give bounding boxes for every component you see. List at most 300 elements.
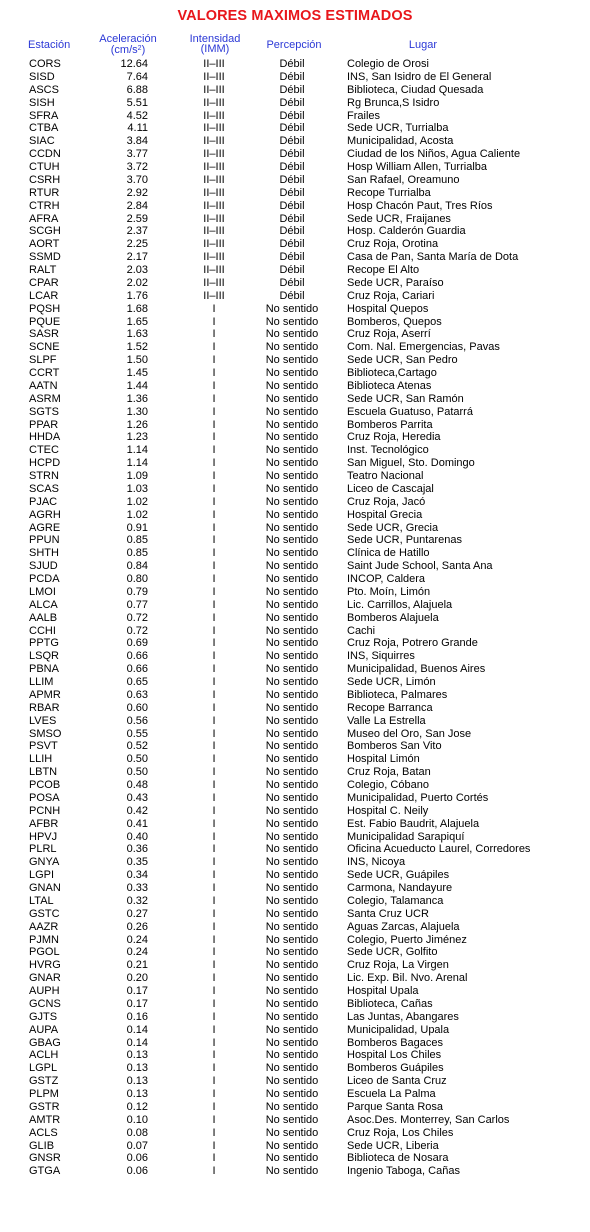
table-row (0, 1075, 590, 1088)
table-row (0, 702, 590, 715)
perception-value: Débil (279, 199, 305, 212)
intensity-value: I (212, 302, 216, 315)
station-code: PPAR (29, 418, 59, 431)
table-row (0, 1140, 590, 1153)
place-name: Municipalidad, Puerto Cortés (347, 791, 489, 804)
acceleration-value: 0.43 (126, 791, 148, 804)
table-row (0, 290, 590, 303)
intensity-value: I (212, 457, 216, 470)
station-code: AUPH (29, 985, 60, 997)
intensity-value: I (212, 1100, 216, 1113)
perception-value: No sentido (265, 315, 319, 328)
station-code: CTEC (29, 444, 59, 457)
intensity-value: I (212, 972, 216, 985)
acceleration-value: 0.66 (126, 650, 148, 663)
intensity-value: II–III (203, 212, 225, 225)
intensity-value: I (212, 856, 216, 869)
table-row (0, 328, 590, 341)
acceleration-value: 0.41 (126, 817, 148, 830)
acceleration-value: 0.55 (126, 727, 148, 740)
intensity-value: I (212, 598, 216, 611)
intensity-value: I (212, 328, 216, 341)
place-name: Com. Nal. Emergencias, Pavas (347, 341, 500, 354)
acceleration-value: 2.59 (126, 212, 148, 225)
perception-value: No sentido (265, 444, 319, 457)
place-name: Bomberos Bagaces (347, 1036, 443, 1049)
station-code: RALT (29, 264, 57, 276)
station-code: LLIH (29, 753, 53, 766)
perception-value: Débil (279, 109, 305, 122)
station-code: POSA (29, 791, 60, 804)
place-name: Municipalidad, Acosta (347, 135, 454, 148)
acceleration-value: 2.02 (126, 276, 148, 289)
acceleration-value: 0.34 (126, 869, 148, 882)
acceleration-value: 1.68 (126, 302, 148, 315)
table-row (0, 161, 590, 174)
intensity-value: I (212, 379, 216, 392)
station-code: HVRG (29, 959, 61, 972)
place-name: Ciudad de los Niños, Agua Caliente (347, 148, 521, 161)
acceleration-value: 2.25 (126, 238, 148, 251)
perception-value: Débil (279, 58, 305, 70)
station-code: SHTH (29, 547, 59, 560)
place-name: Sede UCR, Guápiles (347, 869, 450, 882)
intensity-value: I (212, 1152, 216, 1165)
acceleration-value: 0.79 (126, 585, 148, 598)
intensity-value: I (212, 534, 216, 547)
table-row (0, 753, 590, 766)
station-code: GTGA (29, 1165, 61, 1178)
place-name: Sede UCR, Paraíso (347, 276, 444, 289)
column-header-aceleracion-label: Aceleración (99, 33, 157, 45)
perception-value: No sentido (265, 1100, 319, 1113)
intensity-value: I (212, 714, 216, 727)
table-row (0, 882, 590, 895)
intensity-value: II–III (203, 148, 225, 161)
perception-value: No sentido (265, 560, 319, 573)
perception-value: No sentido (265, 959, 319, 972)
place-name: Sede UCR, Grecia (347, 521, 439, 534)
table-row (0, 316, 590, 329)
intensity-value: II–III (203, 122, 225, 135)
acceleration-value: 1.09 (126, 470, 148, 482)
acceleration-value: 2.17 (126, 251, 148, 264)
place-name: Las Juntas, Abangares (347, 1010, 459, 1023)
table-row (0, 509, 590, 522)
table-row (0, 444, 590, 457)
perception-value: No sentido (265, 1023, 319, 1036)
acceleration-value: 1.23 (126, 431, 148, 444)
intensity-value: I (212, 688, 216, 701)
place-name: Parque Santa Rosa (347, 1100, 444, 1113)
place-name: Recope Barranca (347, 701, 433, 714)
intensity-value: I (212, 560, 216, 573)
table-row (0, 792, 590, 805)
table-row (0, 1011, 590, 1024)
perception-value: No sentido (265, 933, 319, 946)
acceleration-value: 0.16 (126, 1010, 148, 1023)
table-row (0, 676, 590, 689)
table-row (0, 1062, 590, 1075)
intensity-value: II–III (203, 83, 225, 96)
perception-value: No sentido (265, 830, 319, 843)
station-code: AMTR (29, 1113, 61, 1126)
intensity-value: II–III (203, 276, 225, 289)
place-name: Museo del Oro, San Jose (347, 727, 472, 740)
table-row (0, 560, 590, 573)
perception-value: No sentido (265, 856, 319, 869)
perception-value: No sentido (265, 354, 319, 367)
column-header-percepcion-label: Percepción (266, 39, 322, 51)
intensity-value: I (212, 521, 216, 534)
acceleration-value: 0.35 (126, 856, 148, 869)
acceleration-value: 1.03 (126, 482, 148, 495)
station-code: GNYA (29, 856, 60, 869)
station-code: CCHI (29, 624, 56, 637)
intensity-value: I (212, 676, 216, 688)
place-name: Escuela Guatuso, Patarrá (347, 405, 473, 418)
intensity-value: I (212, 315, 216, 328)
perception-value: No sentido (265, 907, 319, 920)
station-code: CPAR (29, 276, 59, 289)
station-code: CTUH (29, 161, 60, 173)
acceleration-value: 0.08 (126, 1126, 148, 1139)
place-name: Cruz Roja, Batan (347, 766, 431, 779)
station-code: CCRT (29, 367, 60, 379)
place-name: Est. Fabio Baudrit, Alajuela (347, 817, 480, 830)
intensity-value: I (212, 444, 216, 457)
table-row (0, 985, 590, 998)
intensity-value: II–III (203, 109, 225, 122)
table-row (0, 1152, 590, 1165)
perception-value: No sentido (265, 869, 319, 882)
intensity-value: I (212, 663, 216, 676)
intensity-value: I (212, 740, 216, 753)
perception-value: No sentido (265, 985, 319, 997)
intensity-value: I (212, 907, 216, 920)
intensity-value: I (212, 405, 216, 418)
page-title: VALORES MAXIMOS ESTIMADOS (177, 8, 413, 24)
table-row (0, 97, 590, 110)
intensity-value: I (212, 869, 216, 882)
station-code: CCDN (29, 148, 61, 161)
place-name: INS, Nicoya (347, 856, 406, 869)
place-name: Sede UCR, Limón (347, 676, 436, 688)
table-row (0, 856, 590, 869)
station-code: AATN (29, 379, 58, 392)
table-row (0, 715, 590, 728)
acceleration-value: 1.45 (126, 367, 148, 379)
table-row (0, 534, 590, 547)
place-name: Teatro Nacional (347, 470, 424, 482)
place-name: Hosp Chacón Paut, Tres Ríos (347, 199, 493, 212)
intensity-value: I (212, 766, 216, 779)
table-row (0, 380, 590, 393)
table-row (0, 135, 590, 148)
place-name: Clínica de Hatillo (347, 547, 430, 560)
table-row (0, 818, 590, 831)
perception-value: No sentido (265, 650, 319, 663)
intensity-value: I (212, 727, 216, 740)
intensity-value: I (212, 779, 216, 791)
acceleration-value: 0.85 (126, 534, 148, 547)
perception-value: Débil (279, 96, 305, 109)
acceleration-value: 0.84 (126, 560, 148, 573)
acceleration-value: 1.30 (126, 405, 148, 418)
station-code: CORS (29, 58, 61, 70)
perception-value: Débil (279, 122, 305, 135)
intensity-value: II–III (203, 96, 225, 109)
perception-value: No sentido (265, 611, 319, 624)
acceleration-value: 0.21 (126, 959, 148, 972)
intensity-value: II–III (203, 238, 225, 251)
intensity-value: I (212, 985, 216, 997)
acceleration-value: 7.64 (126, 70, 148, 83)
acceleration-value: 2.03 (126, 264, 148, 276)
station-code: CTRH (29, 199, 60, 212)
station-code: PQUE (29, 315, 61, 328)
place-name: Colegio de Orosi (347, 58, 429, 70)
place-name: Aguas Zarcas, Alajuela (347, 920, 460, 933)
station-code: SCGH (29, 225, 61, 238)
station-code: LBTN (29, 766, 58, 779)
station-code: PJMN (29, 933, 59, 946)
column-header-lugar (340, 40, 506, 50)
station-code: PCNH (29, 804, 61, 817)
table-row (0, 419, 590, 432)
perception-value: Débil (279, 173, 305, 186)
intensity-value: I (212, 367, 216, 379)
station-code: SCAS (29, 482, 59, 495)
station-code: LMOI (29, 585, 56, 598)
place-name: INS, San Isidro de El General (347, 70, 492, 83)
place-name: Hospital C. Neily (347, 804, 429, 817)
perception-value: No sentido (265, 521, 319, 534)
acceleration-value: 0.65 (126, 676, 148, 688)
station-code: ASRM (29, 392, 61, 405)
acceleration-value: 0.63 (126, 688, 148, 701)
acceleration-value: 0.50 (126, 753, 148, 766)
perception-value: No sentido (265, 367, 319, 379)
table-row (0, 84, 590, 97)
intensity-value: I (212, 354, 216, 367)
place-name: Bomberos Alajuela (347, 611, 439, 624)
table-row (0, 650, 590, 663)
acceleration-value: 2.92 (126, 186, 148, 199)
acceleration-value: 4.11 (127, 122, 148, 135)
place-name: Rg Brunca,S Isidro (347, 96, 440, 109)
place-name: Colegio, Puerto Jiménez (347, 933, 467, 946)
intensity-value: I (212, 611, 216, 624)
place-name: Cruz Roja, Los Chiles (347, 1126, 454, 1139)
station-code: GLIB (29, 1139, 55, 1152)
perception-value: No sentido (265, 688, 319, 701)
acceleration-value: 0.13 (126, 1075, 148, 1088)
intensity-value: I (212, 1113, 216, 1126)
perception-value: No sentido (265, 766, 319, 779)
station-code: LGPL (29, 1062, 58, 1075)
intensity-value: II–III (203, 70, 225, 83)
perception-value: No sentido (265, 727, 319, 740)
perception-value: No sentido (265, 817, 319, 830)
intensity-value: I (212, 637, 216, 650)
table-row (0, 895, 590, 908)
station-code: GNAN (29, 882, 61, 894)
station-code: AFBR (29, 817, 59, 830)
station-code: GSTZ (29, 1075, 59, 1088)
station-code: PQSH (29, 302, 61, 315)
station-code: SIAC (29, 135, 55, 148)
acceleration-value: 0.13 (126, 1062, 148, 1075)
station-code: PPTG (29, 637, 59, 650)
acceleration-value: 5.51 (126, 96, 148, 109)
station-code: GSTR (29, 1100, 60, 1113)
acceleration-value: 0.06 (126, 1165, 148, 1178)
place-name: Cruz Roja, Cariari (347, 289, 435, 302)
place-name: Inst. Tecnológico (347, 444, 429, 457)
perception-value: No sentido (265, 624, 319, 637)
intensity-value: II–III (203, 58, 225, 70)
station-code: SGTS (29, 405, 59, 418)
acceleration-value: 1.02 (126, 508, 148, 521)
acceleration-value: 1.76 (126, 289, 148, 302)
table-row (0, 483, 590, 496)
station-code: SJUD (29, 560, 58, 573)
acceleration-value: 0.32 (126, 894, 148, 907)
station-code: RTUR (29, 186, 60, 199)
acceleration-value: 2.37 (126, 225, 148, 238)
acceleration-value: 2.84 (126, 199, 148, 212)
table-row (0, 908, 590, 921)
table-row (0, 689, 590, 702)
perception-value: No sentido (265, 585, 319, 598)
perception-value: Débil (279, 186, 305, 199)
acceleration-value: 0.13 (126, 1088, 148, 1100)
intensity-value: I (212, 830, 216, 843)
perception-value: No sentido (265, 508, 319, 521)
table-row (0, 599, 590, 612)
acceleration-value: 0.48 (126, 779, 148, 791)
place-name: Ingenio Taboga, Cañas (347, 1165, 460, 1178)
station-code: SMSO (29, 727, 62, 740)
station-code: ACLS (29, 1126, 58, 1139)
intensity-value: II–III (203, 135, 225, 148)
intensity-value: I (212, 508, 216, 521)
acceleration-value: 0.06 (126, 1152, 148, 1165)
table-row (0, 831, 590, 844)
station-code: STRN (29, 470, 59, 482)
table-row (0, 277, 590, 290)
perception-value: No sentido (265, 637, 319, 650)
acceleration-value: 3.72 (126, 161, 148, 173)
acceleration-value: 0.42 (126, 804, 148, 817)
table-row (0, 71, 590, 84)
column-header-intensidad-unit: (IMM) (200, 43, 230, 55)
perception-value: No sentido (265, 779, 319, 791)
intensity-value: I (212, 946, 216, 959)
perception-value: No sentido (265, 470, 319, 482)
place-name: Colegio, Talamanca (347, 894, 444, 907)
intensity-value: II–III (203, 173, 225, 186)
perception-value: No sentido (265, 1152, 319, 1165)
column-header-lugar-label: Lugar (408, 39, 438, 51)
station-code: ALCA (29, 598, 58, 611)
place-name: Municipalidad, Upala (347, 1023, 450, 1036)
place-name: Sede UCR, Liberia (347, 1139, 439, 1152)
acceleration-value: 1.65 (126, 315, 148, 328)
station-code: PBNA (29, 663, 59, 676)
perception-value: No sentido (265, 328, 319, 341)
perception-value: Débil (279, 70, 305, 83)
table-row (0, 354, 590, 367)
perception-value: No sentido (265, 418, 319, 431)
intensity-value: I (212, 894, 216, 907)
perception-value: No sentido (265, 920, 319, 933)
acceleration-value: 0.26 (126, 920, 148, 933)
intensity-value: I (212, 843, 216, 856)
perception-value: Débil (279, 276, 305, 289)
perception-value: No sentido (265, 1036, 319, 1049)
perception-value: No sentido (265, 482, 319, 495)
intensity-value: I (212, 1023, 216, 1036)
place-name: Asoc.Des. Monterrey, San Carlos (347, 1113, 510, 1126)
place-name: San Miguel, Sto. Domingo (347, 457, 475, 470)
place-name: Biblioteca, Cañas (347, 997, 433, 1010)
acceleration-value: 0.10 (126, 1113, 148, 1126)
column-header-intensidad (170, 34, 260, 54)
place-name: Frailes (347, 109, 381, 122)
place-name: San Rafael, Oreamuno (347, 173, 460, 186)
place-name: Cruz Roja, Heredia (347, 431, 441, 444)
intensity-value: I (212, 392, 216, 405)
acceleration-value: 1.14 (126, 457, 148, 470)
acceleration-value: 0.27 (126, 907, 148, 920)
acceleration-value: 0.60 (126, 701, 148, 714)
station-code: SASR (29, 328, 59, 341)
place-name: Hospital Los Chiles (347, 1049, 442, 1062)
intensity-value: I (212, 1139, 216, 1152)
acceleration-value: 1.52 (126, 341, 148, 354)
column-header-intensidad-label: Intensidad (189, 33, 241, 45)
place-name: Lic. Exp. Bil. Nvo. Arenal (347, 972, 468, 985)
table-row (0, 637, 590, 650)
table-row (0, 58, 590, 71)
station-code: SCNE (29, 341, 60, 354)
acceleration-value: 0.72 (126, 624, 148, 637)
column-header-estacion-label: Estación (28, 39, 71, 51)
perception-value: No sentido (265, 1113, 319, 1126)
acceleration-value: 0.17 (126, 985, 148, 997)
table-row (0, 187, 590, 200)
table-row (0, 264, 590, 277)
place-name: Sede UCR, Fraijanes (347, 212, 451, 225)
column-header-estacion (28, 40, 70, 50)
perception-value: No sentido (265, 894, 319, 907)
intensity-value: I (212, 1036, 216, 1049)
perception-value: Débil (279, 83, 305, 96)
table-row (0, 934, 590, 947)
station-code: HPVJ (29, 830, 58, 843)
perception-value: No sentido (265, 495, 319, 508)
intensity-value: I (212, 1088, 216, 1100)
intensity-value: II–III (203, 264, 225, 276)
perception-value: No sentido (265, 302, 319, 315)
table-row (0, 1049, 590, 1062)
intensity-value: I (212, 585, 216, 598)
station-code: LCAR (29, 289, 59, 302)
place-name: Hospital Limón (347, 753, 420, 766)
perception-value: No sentido (265, 1062, 319, 1075)
